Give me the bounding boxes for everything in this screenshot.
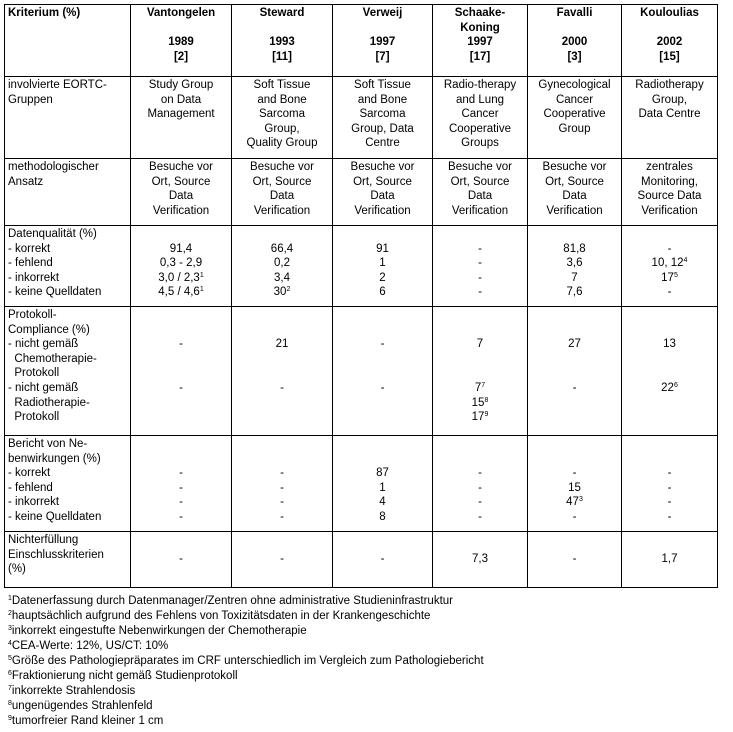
item-label: - nicht gemäß xyxy=(8,338,79,351)
spacer xyxy=(531,308,618,323)
value: $17^9$ xyxy=(471,411,489,424)
cell-line: Data xyxy=(562,190,587,203)
value-cell xyxy=(232,307,333,436)
value: 2 xyxy=(379,271,386,284)
section-title: Datenqualität (%) xyxy=(8,228,97,240)
cell-line: Source Data xyxy=(637,190,702,203)
spacer xyxy=(235,366,329,381)
value: 6 xyxy=(379,286,386,299)
cell-line: Data xyxy=(168,190,194,203)
footnote-marker: 5 xyxy=(673,271,678,279)
spacer xyxy=(531,352,618,367)
value: - xyxy=(572,381,577,394)
value: - xyxy=(478,242,482,255)
value: 87 xyxy=(376,467,389,480)
spacer xyxy=(134,308,228,323)
value: - xyxy=(380,553,385,566)
cell-line: Data Centre xyxy=(638,108,701,121)
value: 0,3 - 2,9 xyxy=(159,257,203,270)
item-label: - inkorrekt xyxy=(8,271,60,284)
value: 7,6 xyxy=(566,286,583,299)
row-label xyxy=(5,532,131,588)
spacer xyxy=(436,452,524,467)
value: - xyxy=(478,481,482,494)
value-cell xyxy=(528,226,622,307)
value-cell xyxy=(622,226,718,307)
value: - xyxy=(380,381,385,394)
value: 10, $12^4$ xyxy=(651,257,688,270)
item-label: - korrekt xyxy=(8,242,51,255)
cell-line: Verification xyxy=(253,204,311,217)
cell-line: and Bone xyxy=(357,93,408,106)
item-label: - keine Quelldaten xyxy=(8,510,102,523)
inclusion-row xyxy=(5,532,718,588)
footnote-number: 3 xyxy=(8,625,12,632)
spacer xyxy=(436,323,524,338)
cell-line: Ort, Source xyxy=(252,175,312,188)
cell-line: Group, Data xyxy=(351,122,414,135)
value-cell xyxy=(333,307,433,436)
item-label: - fehlend xyxy=(8,257,53,270)
criterion-header: Kriterium (%) xyxy=(5,5,131,77)
value: 21 xyxy=(275,338,289,351)
value: $15^8$ xyxy=(471,396,489,409)
footnote-marker: 6 xyxy=(673,381,678,389)
spacer xyxy=(531,366,618,381)
group-cell xyxy=(232,77,333,159)
study-header: Vantongelen 1989 [2] xyxy=(131,5,232,77)
value: - xyxy=(380,338,385,351)
cell-line: and Bone xyxy=(257,93,307,106)
cell-line: Cooperative xyxy=(543,108,606,121)
cell-line: Group, xyxy=(651,93,688,106)
value-cell xyxy=(131,226,232,307)
spacer xyxy=(336,352,429,367)
header-row xyxy=(5,5,718,77)
spacer xyxy=(436,308,524,323)
value: 7,3 xyxy=(472,553,488,566)
row-label xyxy=(5,159,131,226)
spacer xyxy=(336,323,429,338)
spacer xyxy=(531,227,618,242)
cell-line: Besuche vor xyxy=(250,161,314,173)
cell-line: Sarcoma xyxy=(258,108,306,121)
cell-line: Besuche vor xyxy=(350,161,415,173)
value: - xyxy=(179,338,183,351)
value: 13 xyxy=(663,338,676,351)
value: 3,6 xyxy=(566,257,583,270)
footnote: $^5$Größe des Pathologiepräparates im CRF unterschiedlich im Vergleich zum Pathologiebericht xyxy=(8,655,484,667)
footnote-number: 9 xyxy=(8,715,12,722)
value: $4,5 / 4,6^1$ xyxy=(158,286,204,299)
cell-line: Ort, Source xyxy=(353,175,412,188)
spacer xyxy=(235,437,329,452)
value-cell xyxy=(622,436,718,532)
footnote: $^3$inkorrekt eingestufte Nebenwirkungen der Chemotherapie xyxy=(8,625,307,637)
spacer xyxy=(134,352,228,367)
value: - xyxy=(478,257,482,270)
cell-line: Besuche vor xyxy=(149,161,213,173)
spacer xyxy=(625,308,714,323)
item-label: Chemotherapie- xyxy=(8,352,97,365)
footnote-number: 8 xyxy=(8,700,12,707)
footnote: $^9$tumorfreier Rand kleiner 1 cm xyxy=(8,715,164,727)
method-cell xyxy=(131,159,232,226)
footnote-number: 4 xyxy=(8,640,12,647)
label-line: involvierte EORTC- xyxy=(8,79,107,91)
value: - xyxy=(280,496,284,509)
footnote: $^4$CEA-Werte: 12%, US/CT: 10% xyxy=(8,640,169,652)
item-label: Protokoll xyxy=(8,411,60,424)
footnote: $^8$ungenügendes Strahlenfeld xyxy=(8,700,153,712)
spacer xyxy=(235,452,329,467)
spacer xyxy=(625,227,714,242)
cell-line: Group, xyxy=(264,122,300,135)
cell-line: Radiotherapy xyxy=(635,79,704,91)
method-cell xyxy=(333,159,433,226)
value-cell xyxy=(528,436,622,532)
spacer xyxy=(134,437,228,452)
footnote: $^7$inkorrekte Strahlendosis xyxy=(8,685,136,697)
cell-line: Study Group xyxy=(148,79,214,91)
cell-line: Cooperative xyxy=(448,122,511,135)
value: 3,4 xyxy=(274,271,290,284)
value-cell xyxy=(433,226,528,307)
footnote-marker: 8 xyxy=(484,396,489,404)
spacer xyxy=(531,437,618,452)
group-cell xyxy=(528,77,622,159)
cell-line: Soft Tissue xyxy=(253,79,311,91)
cell-line: Verification xyxy=(152,204,210,217)
method-cell xyxy=(433,159,528,226)
cell-line: on Data xyxy=(160,93,202,106)
value: - xyxy=(667,286,672,299)
cell-line: Verification xyxy=(546,204,603,217)
study-header: Schaake- Koning 1997 [17] xyxy=(433,5,528,77)
group-cell xyxy=(333,77,433,159)
spacer xyxy=(336,308,429,323)
value: - xyxy=(478,467,482,480)
value-cell xyxy=(232,226,333,307)
cell-line: Ort, Source xyxy=(450,175,510,188)
value: - xyxy=(280,481,284,494)
group-cell xyxy=(131,77,232,159)
spacer xyxy=(625,352,714,367)
value-cell xyxy=(333,226,433,307)
value: 81,8 xyxy=(563,242,586,255)
cell-line: Verification xyxy=(451,204,509,217)
row-label xyxy=(5,77,131,159)
data-quality-row xyxy=(5,226,718,307)
value: - xyxy=(478,496,482,509)
spacer xyxy=(134,227,228,242)
value: - xyxy=(179,553,183,566)
cell-line: Verification xyxy=(354,204,411,217)
value: - xyxy=(280,381,284,394)
comparison-table xyxy=(4,4,718,588)
cell-line: Sarcoma xyxy=(359,108,406,121)
value: - xyxy=(572,510,577,523)
footnote-number: 2 xyxy=(8,610,12,617)
value: 1,7 xyxy=(661,553,678,566)
footnote: $^1$Datenerfassung durch Datenmanager/Zentren ohne administrative Studieninfrastruktur xyxy=(8,595,453,607)
cell-line: Soft Tissue xyxy=(354,79,411,91)
spacer xyxy=(235,323,329,338)
group-cell xyxy=(433,77,528,159)
value: 91 xyxy=(376,242,389,255)
value: $47^3$ xyxy=(566,496,583,509)
spacer xyxy=(336,227,429,242)
value: - xyxy=(667,481,672,494)
item-label: - fehlend xyxy=(8,481,53,494)
cell-line: Management xyxy=(147,108,215,121)
study-header: Kouloulias 2002 [15] xyxy=(622,5,718,77)
value: 7 xyxy=(571,271,578,284)
value-cell xyxy=(622,532,718,588)
footnote-number: 5 xyxy=(8,655,12,662)
cell-line: Monitoring, xyxy=(641,175,698,188)
cell-line: Besuche vor xyxy=(448,161,512,173)
side-effects-row xyxy=(5,436,718,532)
cell-line: Radio-therapy xyxy=(443,79,517,91)
value: - xyxy=(179,496,183,509)
value: - xyxy=(179,467,183,480)
item-label: Radiotherapie- xyxy=(8,396,90,409)
value: $7^7$ xyxy=(474,381,486,394)
value: $22^6$ xyxy=(661,381,678,394)
value: 7 xyxy=(476,338,484,351)
footnote-marker: 3 xyxy=(578,496,583,504)
groups-row xyxy=(5,77,718,159)
cell-line: Ort, Source xyxy=(545,175,604,188)
value-cell xyxy=(232,436,333,532)
value: 91,4 xyxy=(169,242,193,255)
value-cell xyxy=(333,436,433,532)
value: 0,2 xyxy=(274,257,290,270)
item-label: - korrekt xyxy=(8,467,51,480)
method-row xyxy=(5,159,718,226)
value-cell xyxy=(433,436,528,532)
item-label: - nicht gemäß xyxy=(8,381,79,394)
value: - xyxy=(179,481,183,494)
footnote-number: 1 xyxy=(8,595,12,602)
value: - xyxy=(572,467,577,480)
spacer xyxy=(531,323,618,338)
cell-line: Gynecological xyxy=(538,79,611,91)
spacer xyxy=(625,437,714,452)
cell-line: Data xyxy=(467,190,493,203)
section-title: Bericht von Ne- xyxy=(8,438,88,450)
value-cell xyxy=(528,532,622,588)
cell-line: Quality Group xyxy=(246,137,318,150)
label-line: Einschlusskriterien xyxy=(8,548,104,561)
value: - xyxy=(478,271,482,284)
label-line: (%) xyxy=(8,563,26,576)
spacer xyxy=(134,323,228,338)
value: - xyxy=(280,467,284,480)
item-label: - keine Quelldaten xyxy=(8,286,102,299)
item-label: - inkorrekt xyxy=(8,496,60,509)
value: - xyxy=(667,242,672,255)
spacer xyxy=(134,366,228,381)
spacer xyxy=(531,452,618,467)
cell-line: Cancer xyxy=(555,93,594,106)
value: 27 xyxy=(568,338,581,351)
value-cell xyxy=(131,307,232,436)
label-line: methodologischer xyxy=(8,161,99,173)
value: 8 xyxy=(379,510,386,523)
value-cell xyxy=(433,532,528,588)
cell-line: Besuche vor xyxy=(542,161,607,173)
cell-line: Cancer xyxy=(461,108,499,121)
spacer xyxy=(235,227,329,242)
label-line: Ansatz xyxy=(8,175,44,188)
value: - xyxy=(280,553,284,566)
value-cell xyxy=(622,307,718,436)
spacer xyxy=(436,227,524,242)
group-cell xyxy=(622,77,718,159)
footnote-marker: 7 xyxy=(481,381,486,389)
spacer xyxy=(625,452,714,467)
label-line: Nichterfüllung xyxy=(8,534,79,546)
value: - xyxy=(572,553,577,566)
cell-line: Groups xyxy=(461,137,499,150)
value: 66,4 xyxy=(270,242,294,255)
cell-line: Group xyxy=(558,122,591,135)
section-title: benwirkungen (%) xyxy=(8,452,101,465)
footnote-number: 7 xyxy=(8,685,12,692)
value: 15 xyxy=(568,481,581,494)
footnote-marker: 1 xyxy=(199,286,204,294)
spacer xyxy=(134,452,228,467)
value: - xyxy=(478,510,482,523)
footnotes xyxy=(8,594,484,729)
value: $17^5$ xyxy=(661,271,678,284)
value: 4 xyxy=(379,496,386,509)
value: 1 xyxy=(379,257,386,270)
row-label xyxy=(5,436,131,532)
value-cell xyxy=(131,532,232,588)
method-cell xyxy=(622,159,718,226)
value-cell xyxy=(433,307,528,436)
value: - xyxy=(280,510,284,523)
spacer xyxy=(235,308,329,323)
value: 1 xyxy=(379,481,386,494)
spacer xyxy=(336,437,429,452)
value-cell xyxy=(528,307,622,436)
cell-line: Data xyxy=(370,190,395,203)
method-cell xyxy=(232,159,333,226)
value-cell xyxy=(131,436,232,532)
section-title: Protokoll- xyxy=(8,309,57,321)
spacer xyxy=(625,323,714,338)
value-cell xyxy=(232,532,333,588)
footnote-marker: 4 xyxy=(683,257,688,265)
study-header: Verweij 1997 [7] xyxy=(333,5,433,77)
cell-line: zentrales xyxy=(646,161,693,173)
row-label xyxy=(5,226,131,307)
label-line: Gruppen xyxy=(8,93,53,106)
value: $30^2$ xyxy=(273,286,291,299)
footnote: $^2$hauptsächlich aufgrund des Fehlens von Toxizitätsdaten in der Krankengeschichte xyxy=(8,610,431,622)
footnote-number: 6 xyxy=(8,670,12,677)
value: - xyxy=(478,286,482,299)
footnote: $^6$Fraktionierung nicht gemäß Studienprotokoll xyxy=(8,670,238,682)
protocol-row xyxy=(5,307,718,436)
cell-line: Verification xyxy=(641,204,698,217)
cell-line: and Lung xyxy=(456,93,504,106)
value: - xyxy=(667,510,672,523)
row-label xyxy=(5,307,131,436)
value: - xyxy=(179,381,183,394)
cell-line: Data xyxy=(269,190,295,203)
spacer xyxy=(625,366,714,381)
spacer xyxy=(436,437,524,452)
spacer xyxy=(235,352,329,367)
value: - xyxy=(179,510,183,523)
cell-line: Ort, Source xyxy=(151,175,211,188)
section-title: Compliance (%) xyxy=(8,323,90,336)
spacer xyxy=(436,352,524,367)
value: - xyxy=(667,467,672,480)
value: $3,0 / 2,3^1$ xyxy=(158,271,204,284)
spacer xyxy=(336,366,429,381)
footnote-marker: 9 xyxy=(484,411,489,419)
footnote-marker: 2 xyxy=(286,286,291,294)
value: - xyxy=(667,496,672,509)
study-header: Steward 1993 [11] xyxy=(232,5,333,77)
value-cell xyxy=(333,532,433,588)
method-cell xyxy=(528,159,622,226)
footnote-marker: 1 xyxy=(199,271,204,279)
study-header: Favalli 2000 [3] xyxy=(528,5,622,77)
spacer xyxy=(436,366,524,381)
spacer xyxy=(336,452,429,467)
cell-line: Centre xyxy=(365,137,400,150)
item-label: Protokoll xyxy=(8,367,60,380)
